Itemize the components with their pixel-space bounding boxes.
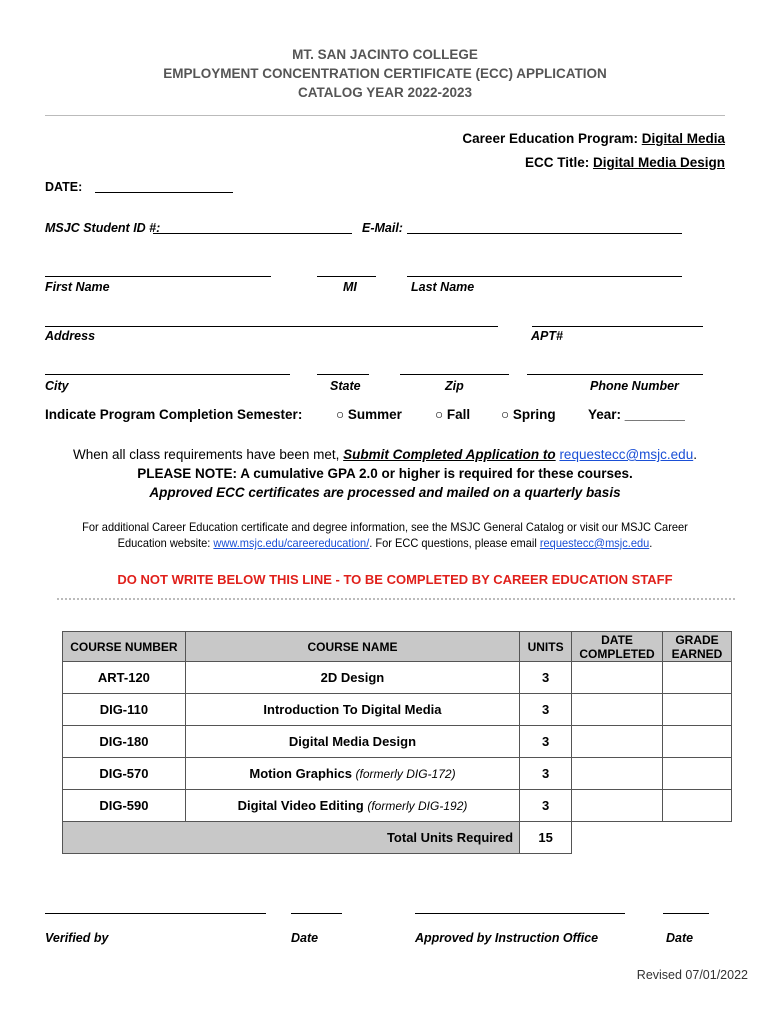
revised-date: Revised 07/01/2022 xyxy=(636,968,748,982)
quarterly-note: Approved ECC certificates are processed and mailed on a quarterly basis xyxy=(149,485,621,500)
apt-field[interactable] xyxy=(532,326,703,327)
catalog-year: CATALOG YEAR 2022-2023 xyxy=(297,85,473,100)
staff-warning: DO NOT WRITE BELOW THIS LINE - TO BE COMPLETED BY CAREER EDUCATION STAFF xyxy=(117,572,673,587)
grade-earned-cell[interactable] xyxy=(663,662,732,694)
address-field[interactable] xyxy=(45,326,498,327)
date-completed-cell[interactable] xyxy=(572,790,663,822)
info-mid: . For ECC questions, please email xyxy=(369,536,540,550)
info-prefix: Education website: xyxy=(117,536,214,550)
course-formerly: (formerly DIG-192) xyxy=(367,799,468,813)
grade-earned-cell[interactable] xyxy=(663,726,732,758)
ecc-line xyxy=(525,155,725,170)
course-name-text: Introduction To Digital Media xyxy=(263,702,442,717)
course-name xyxy=(185,726,519,758)
form-title: EMPLOYMENT CONCENTRATION CERTIFICATE (ECC) APPLICATION xyxy=(163,66,607,81)
grade-earned-cell[interactable] xyxy=(663,790,732,822)
total-label: Total Units Required xyxy=(63,822,520,854)
total-blank xyxy=(572,822,732,854)
date-completed-cell[interactable] xyxy=(572,662,663,694)
info-line-2 xyxy=(31,536,739,550)
total-row xyxy=(63,822,732,854)
program-value: Digital Media xyxy=(641,131,725,146)
header-course-number: COURSE NUMBER xyxy=(63,632,186,662)
header-divider xyxy=(45,115,725,116)
year-field[interactable]: Year: ________ xyxy=(588,407,685,422)
course-name-text: Digital Video Editing xyxy=(237,798,364,813)
table-header-row xyxy=(63,632,732,662)
course-number: DIG-590 xyxy=(63,790,186,822)
date-label: DATE: xyxy=(45,180,83,194)
header-grade-earned: GRADE EARNED xyxy=(663,632,732,662)
address-label: Address xyxy=(45,329,96,343)
course-name-text: 2D Design xyxy=(320,670,385,685)
course-name xyxy=(185,694,519,726)
first-name-field[interactable] xyxy=(45,276,271,277)
grade-earned-cell[interactable] xyxy=(663,694,732,726)
course-number: DIG-110 xyxy=(63,694,186,726)
city-field[interactable] xyxy=(45,374,290,375)
state-label: State xyxy=(330,379,361,393)
apt-label: APT# xyxy=(531,329,563,343)
course-name-text: Motion Graphics xyxy=(249,766,352,781)
course-name xyxy=(185,662,519,694)
submit-suffix: . xyxy=(693,447,697,462)
last-name-field[interactable] xyxy=(407,276,682,277)
submit-prefix: When all class requirements have been met, xyxy=(73,447,344,462)
cut-line xyxy=(57,598,735,600)
course-units: 3 xyxy=(520,790,572,822)
submit-email-link[interactable]: requestecc@msjc.edu xyxy=(559,447,694,462)
date-completed-cell[interactable] xyxy=(572,758,663,790)
date-completed-cell[interactable] xyxy=(572,726,663,758)
grade-earned-cell[interactable] xyxy=(663,758,732,790)
course-number: DIG-180 xyxy=(63,726,186,758)
program-line xyxy=(462,131,725,146)
date2-label: Date xyxy=(666,931,694,945)
student-id-label: MSJC Student ID #: xyxy=(45,221,161,235)
mi-label: MI xyxy=(343,280,357,294)
zip-label: Zip xyxy=(445,379,464,393)
college-name: MT. SAN JACINTO COLLEGE xyxy=(292,47,478,62)
submit-notice xyxy=(0,447,770,462)
zip-field[interactable] xyxy=(400,374,509,375)
email-field[interactable] xyxy=(407,233,682,234)
semester-label: Indicate Program Completion Semester: xyxy=(45,407,303,422)
submit-instruction: Submit Completed Application to xyxy=(343,447,556,462)
course-number: ART-120 xyxy=(63,662,186,694)
info-email-link[interactable]: requestecc@msjc.edu xyxy=(539,536,650,550)
fall-radio[interactable]: ○ Fall xyxy=(435,407,471,422)
course-units: 3 xyxy=(520,662,572,694)
date-completed-cell[interactable] xyxy=(572,694,663,726)
course-name-text: Digital Media Design xyxy=(288,734,417,749)
header-course-name: COURSE NAME xyxy=(185,632,519,662)
website-link[interactable]: www.msjc.edu/careereducation/ xyxy=(213,536,370,550)
course-number: DIG-570 xyxy=(63,758,186,790)
header-units: UNITS xyxy=(520,632,572,662)
ecc-label: ECC Title: xyxy=(524,155,590,170)
approved-by-line[interactable] xyxy=(415,913,625,914)
verified-by-line[interactable] xyxy=(45,913,266,914)
ecc-value: Digital Media Design xyxy=(592,155,725,170)
date1-line[interactable] xyxy=(291,913,342,914)
email-label: E-Mail: xyxy=(362,221,403,235)
table-row xyxy=(63,662,732,694)
info-line-1: For additional Career Education certificate and degree information, see the MSJC General Catalog or visit our MSJC Career xyxy=(82,520,688,534)
table-row xyxy=(63,758,732,790)
course-name xyxy=(185,790,519,822)
course-table xyxy=(62,631,732,854)
first-name-label: First Name xyxy=(45,280,110,294)
table-row xyxy=(63,726,732,758)
last-name-label: Last Name xyxy=(411,280,475,294)
info-suffix: . xyxy=(649,536,653,550)
table-row xyxy=(63,790,732,822)
course-formerly: (formerly DIG-172) xyxy=(355,767,456,781)
verified-by-label: Verified by xyxy=(45,931,109,945)
date-field[interactable] xyxy=(95,192,233,193)
date2-line[interactable] xyxy=(663,913,709,914)
course-units: 3 xyxy=(520,726,572,758)
state-field[interactable] xyxy=(317,374,369,375)
table-row xyxy=(63,694,732,726)
date1-label: Date xyxy=(291,931,319,945)
course-name xyxy=(185,758,519,790)
gpa-note: PLEASE NOTE: A cumulative GPA 2.0 or higher is required for these courses. xyxy=(137,466,633,481)
summer-radio[interactable]: ○ Summer xyxy=(336,407,402,422)
mi-field[interactable] xyxy=(317,276,376,277)
phone-field[interactable] xyxy=(527,374,703,375)
course-units: 3 xyxy=(520,694,572,726)
approved-by-label: Approved by Instruction Office xyxy=(415,931,599,945)
phone-label: Phone Number xyxy=(590,379,679,393)
course-units: 3 xyxy=(520,758,572,790)
header-date-completed: DATE COMPLETED xyxy=(572,632,663,662)
spring-radio[interactable]: ○ Spring xyxy=(501,407,556,422)
program-label: Career Education Program: xyxy=(462,131,638,146)
total-units: 15 xyxy=(520,822,572,854)
city-label: City xyxy=(45,379,69,393)
student-id-field[interactable] xyxy=(153,233,352,234)
